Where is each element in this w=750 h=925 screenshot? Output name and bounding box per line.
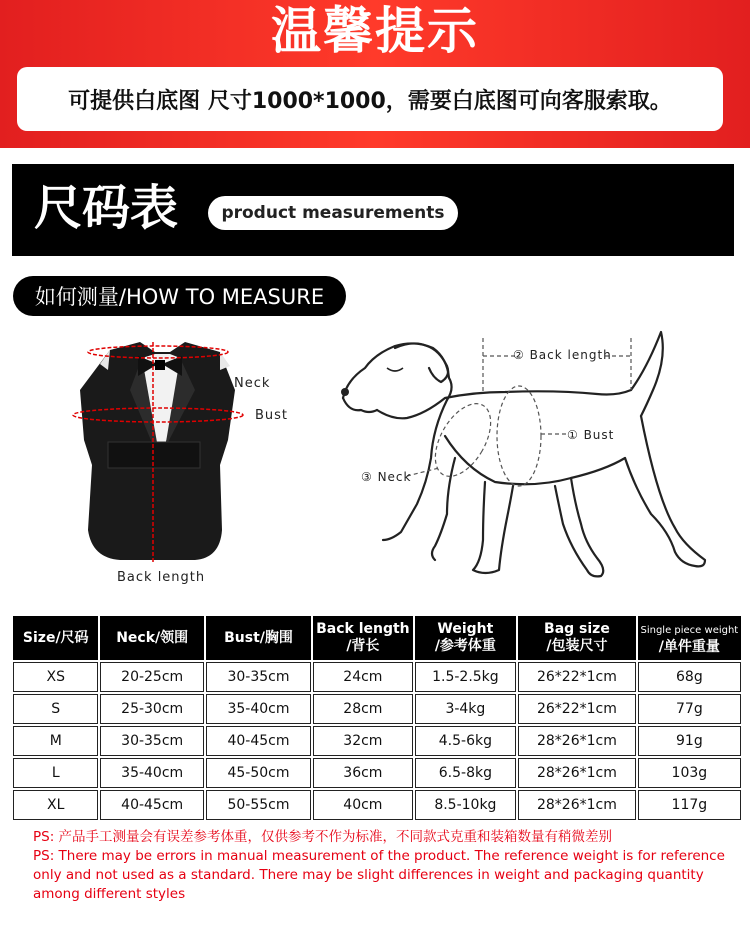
size-table — [11, 614, 743, 822]
table-cell: 26*22*1cm — [518, 694, 636, 724]
table-cell: XS — [13, 662, 98, 692]
dog-neck-label: ③ Neck — [361, 470, 412, 484]
table-cell: 8.5-10kg — [415, 790, 517, 820]
header-bust-text: Bust/胸围 — [224, 629, 293, 646]
header-size — [13, 616, 98, 660]
notice-text: 可提供白底图 尺寸1000*1000，需要白底图可向客服索取。 — [68, 88, 672, 114]
size-chart-subtitle: product measurements — [208, 196, 458, 230]
table-cell: 20-25cm — [100, 662, 203, 692]
table-cell: 36cm — [313, 758, 412, 788]
header-single-weight — [638, 616, 741, 660]
header-back-length-line1: Back length — [316, 621, 410, 637]
table-cell: 103g — [638, 758, 741, 788]
table-cell: 30-35cm — [100, 726, 203, 756]
header-neck — [100, 616, 203, 660]
banner-title: 温馨提示 — [271, 2, 479, 60]
dog-illustration — [335, 318, 730, 586]
table-cell: 26*22*1cm — [518, 662, 636, 692]
table-cell: 50-55cm — [206, 790, 311, 820]
table-cell: 32cm — [313, 726, 412, 756]
table-cell: 28*26*1cm — [518, 726, 636, 756]
dog-bust-label: ① Bust — [567, 428, 615, 442]
header-back-length-line2: /背长 — [346, 638, 380, 654]
table-cell: 45-50cm — [206, 758, 311, 788]
table-row — [13, 726, 741, 756]
table-cell: 3-4kg — [415, 694, 517, 724]
top-banner — [0, 0, 750, 148]
vest-neck-label: Neck — [234, 376, 271, 391]
header-neck-text: Neck/领围 — [116, 629, 189, 646]
header-weight-line2: /参考体重 — [434, 638, 496, 654]
table-cell: 68g — [638, 662, 741, 692]
size-chart-title: 尺码表 — [34, 180, 179, 236]
how-to-measure-label: 如何测量/HOW TO MEASURE — [13, 276, 346, 316]
header-single-weight-line2: /单件重量 — [658, 638, 720, 655]
table-cell: 30-35cm — [206, 662, 311, 692]
table-row — [13, 790, 741, 820]
header-bag-size-line1: Bag size — [544, 621, 610, 637]
table-cell: 28cm — [313, 694, 412, 724]
note-english: PS: There may be errors in manual measurement of the product. The reference weight is for reference only and not used as a standard. There may be slight differences in weight and packaging quantity among different styles — [33, 848, 725, 902]
table-cell: 24cm — [313, 662, 412, 692]
table-cell: S — [13, 694, 98, 724]
table-cell: 40-45cm — [100, 790, 203, 820]
dog-back-length-label: ② Back length — [513, 348, 612, 362]
table-cell: L — [13, 758, 98, 788]
header-bust — [206, 616, 311, 660]
table-cell: 28*26*1cm — [518, 758, 636, 788]
notice-box — [17, 67, 723, 131]
table-cell: XL — [13, 790, 98, 820]
tuxedo-vest-icon — [70, 330, 300, 590]
vest-bust-label: Bust — [255, 408, 289, 423]
table-cell: 28*26*1cm — [518, 790, 636, 820]
table-cell: M — [13, 726, 98, 756]
header-bag-size-line2: /包装尺寸 — [546, 638, 608, 654]
header-back-length — [313, 616, 412, 660]
header-weight — [415, 616, 517, 660]
table-cell: 117g — [638, 790, 741, 820]
table-row — [13, 758, 741, 788]
table-cell: 35-40cm — [100, 758, 203, 788]
header-bag-size — [518, 616, 636, 660]
table-cell: 40cm — [313, 790, 412, 820]
header-single-weight-line1: Single piece weight — [640, 624, 739, 636]
header-size-text: Size/尺码 — [22, 629, 89, 646]
size-chart-header — [12, 164, 734, 256]
vest-illustration — [70, 330, 300, 590]
table-cell: 35-40cm — [206, 694, 311, 724]
note-chinese: PS: 产品手工测量会有误差参考体重，仅供参考不作为标准，不同款式克重和装箱数量有稍微差别 — [33, 829, 613, 845]
table-cell: 91g — [638, 726, 741, 756]
table-cell: 6.5-8kg — [415, 758, 517, 788]
table-row — [13, 662, 741, 692]
table-row — [13, 694, 741, 724]
table-cell: 1.5-2.5kg — [415, 662, 517, 692]
table-cell: 4.5-6kg — [415, 726, 517, 756]
header-weight-line1: Weight — [437, 621, 494, 637]
vest-back-length-label: Back length — [117, 570, 206, 585]
table-cell: 77g — [638, 694, 741, 724]
table-cell: 25-30cm — [100, 694, 203, 724]
size-table-header-row — [13, 616, 741, 660]
table-cell: 40-45cm — [206, 726, 311, 756]
